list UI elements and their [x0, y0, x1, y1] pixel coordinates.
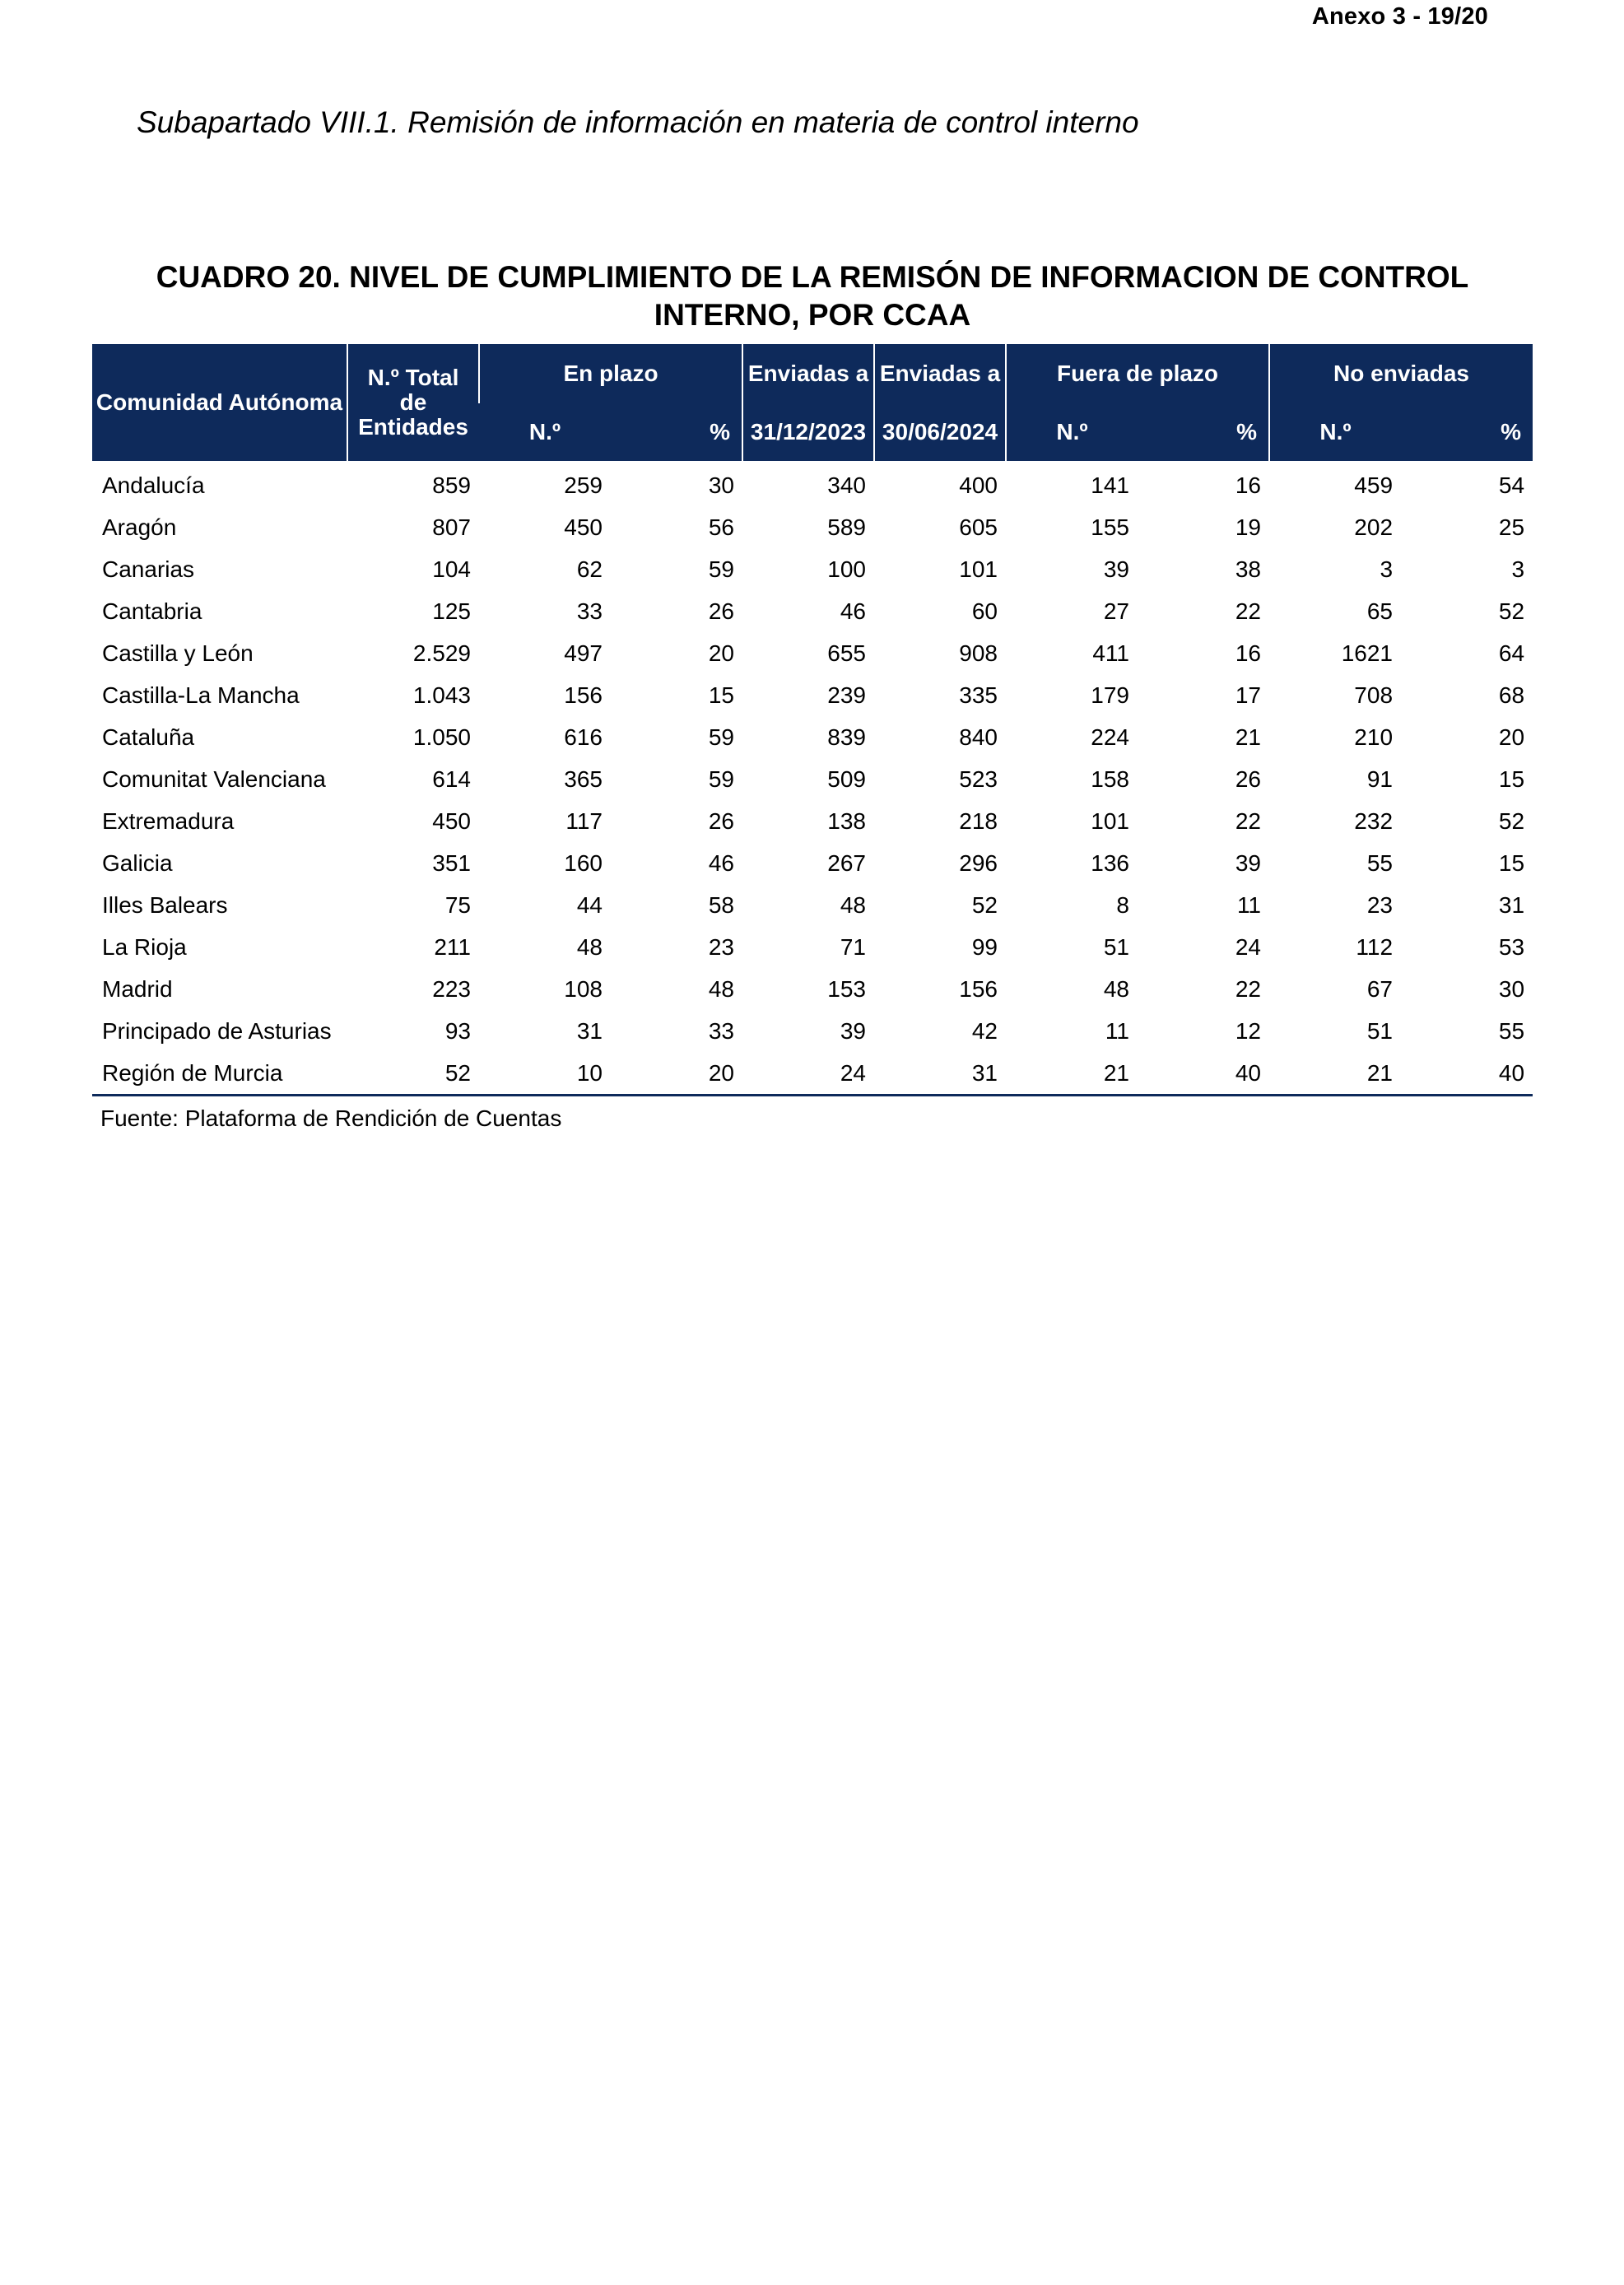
cell-en-plazo-num: 259: [564, 472, 603, 498]
cell-no-enviadas-num: 21: [1269, 1052, 1401, 1096]
cell-total: 807: [432, 514, 471, 540]
cell-enviadas-2023: 839: [827, 724, 866, 750]
cell-fuera-num: 39: [1103, 556, 1129, 582]
cell-enviadas-2023: 267: [827, 849, 866, 876]
cell-no-enviadas-pct: 52: [1498, 807, 1525, 834]
cell-comunidad: Extremadura: [102, 807, 235, 834]
cell-no-enviadas-pct: 31: [1498, 891, 1525, 918]
table-row: [92, 716, 1533, 758]
cell-comunidad: Andalucía: [102, 472, 205, 498]
table-row: [92, 926, 1533, 968]
cell-no-enviadas-pct: 15: [1498, 849, 1525, 876]
cell-fuera-pct: 17: [1235, 682, 1262, 708]
cell-total: 2.529: [412, 640, 471, 666]
cell-enviadas-2023: 138: [827, 807, 866, 834]
cell-en-plazo-num: 44: [576, 891, 603, 918]
cell-comunidad: Illes Balears: [102, 891, 228, 918]
cell-enviadas-2023: 509: [827, 766, 866, 792]
cell-en-plazo-num: 33: [576, 598, 603, 624]
cell-no-enviadas-pct: 55: [1498, 1017, 1525, 1044]
cell-fuera-pct: 24: [1235, 933, 1262, 960]
cell-enviadas-2024: 52: [971, 891, 998, 918]
cell-no-enviadas-pct: 20: [1498, 724, 1525, 750]
cell-fuera-num: 21: [1006, 1052, 1138, 1096]
cell-enviadas-2024: 335: [959, 682, 998, 708]
cell-no-enviadas-num: 202: [1354, 514, 1394, 540]
cell-en-plazo-num: 156: [564, 682, 603, 708]
cell-en-plazo-num: 117: [565, 807, 603, 834]
cell-fuera-pct: 16: [1235, 472, 1262, 498]
cell-en-plazo-pct: 26: [708, 807, 734, 834]
cell-no-enviadas-pct: 68: [1498, 682, 1525, 708]
cell-fuera-pct: 40: [1138, 1052, 1269, 1096]
cell-en-plazo-pct: 59: [708, 724, 734, 750]
cell-enviadas-2024: 523: [959, 766, 998, 792]
cell-no-enviadas-num: 708: [1354, 682, 1394, 708]
cell-fuera-num: 179: [1091, 682, 1129, 708]
header-enviadas-a-1: Enviadas a: [742, 344, 874, 403]
cell-fuera-pct: 22: [1235, 975, 1262, 1002]
cell-fuera-pct: 12: [1235, 1017, 1262, 1044]
cell-comunidad: Canarias: [102, 556, 195, 582]
header-total-entidades: [347, 344, 479, 461]
cell-total: 614: [432, 766, 471, 792]
cell-no-enviadas-pct: 64: [1498, 640, 1525, 666]
cell-no-enviadas-pct: 30: [1498, 975, 1525, 1002]
cell-fuera-pct: 11: [1236, 891, 1262, 918]
cell-comunidad: Castilla-La Mancha: [102, 682, 300, 708]
page-reference: Anexo 3 - 19/20: [1311, 3, 1488, 30]
cell-no-enviadas-num: 459: [1354, 472, 1394, 498]
header-no-enviadas-num: N.º: [1269, 403, 1401, 461]
cell-enviadas-2023: 100: [827, 556, 866, 582]
cell-enviadas-2024: 605: [959, 514, 998, 540]
cell-comunidad: Galicia: [102, 849, 173, 876]
table-row: [92, 632, 1533, 674]
cell-enviadas-2024: 908: [959, 640, 998, 666]
cell-no-enviadas-pct: 54: [1498, 472, 1525, 498]
header-fuera-pct: %: [1138, 403, 1269, 461]
cell-comunidad: La Rioja: [102, 933, 187, 960]
cell-fuera-num: 11: [1105, 1017, 1129, 1044]
cell-enviadas-2024: 296: [959, 849, 998, 876]
table-row: [92, 590, 1533, 632]
cell-comunidad: Aragón: [102, 514, 177, 540]
cell-comunidad: Región de Murcia: [92, 1052, 347, 1096]
header-comunidad: Comunidad Autónoma: [92, 344, 347, 461]
cell-comunidad: Comunitat Valenciana: [102, 766, 326, 792]
cell-fuera-pct: 22: [1235, 807, 1262, 834]
cell-enviadas-2024: 101: [959, 556, 998, 582]
table-row: [92, 884, 1533, 926]
cell-enviadas-2024: 840: [959, 724, 998, 750]
cell-en-plazo-num: 616: [564, 724, 603, 750]
cell-fuera-pct: 19: [1235, 514, 1262, 540]
cell-no-enviadas-num: 112: [1356, 933, 1394, 960]
cell-enviadas-2024: 31: [874, 1052, 1006, 1096]
cell-comunidad: Principado de Asturias: [102, 1017, 332, 1044]
header-total-line-3: Entidades: [358, 414, 468, 440]
cell-en-plazo-num: 497: [564, 640, 603, 666]
cell-en-plazo-num: 31: [576, 1017, 603, 1044]
cell-no-enviadas-num: 23: [1366, 891, 1394, 918]
cell-en-plazo-num: 10: [479, 1052, 611, 1096]
cell-en-plazo-num: 160: [564, 849, 603, 876]
cell-no-enviadas-pct: 25: [1498, 514, 1525, 540]
cell-enviadas-2023: 71: [840, 933, 866, 960]
cell-en-plazo-pct: 33: [708, 1017, 734, 1044]
cell-total: 211: [434, 933, 471, 960]
header-total-line-1: N.º Total: [367, 365, 459, 390]
header-en-plazo: En plazo: [479, 344, 742, 403]
table-row: [92, 506, 1533, 548]
cell-enviadas-2023: 655: [827, 640, 866, 666]
cell-en-plazo-pct: 15: [708, 682, 734, 708]
cell-no-enviadas-num: 51: [1366, 1017, 1394, 1044]
cell-enviadas-2023: 153: [827, 975, 866, 1002]
cell-total: 351: [432, 849, 471, 876]
cell-en-plazo-pct: 23: [708, 933, 734, 960]
cell-en-plazo-pct: 46: [708, 849, 734, 876]
cell-fuera-num: 411: [1092, 640, 1129, 666]
cell-en-plazo-pct: 20: [708, 640, 734, 666]
cell-fuera-num: 101: [1091, 807, 1129, 834]
cell-fuera-pct: 38: [1235, 556, 1262, 582]
table-row: [92, 461, 1533, 506]
cell-comunidad: Cataluña: [102, 724, 195, 750]
cell-en-plazo-pct: 56: [708, 514, 734, 540]
cell-en-plazo-pct: 48: [708, 975, 734, 1002]
table-row: [92, 968, 1533, 1010]
cell-en-plazo-pct: 30: [708, 472, 734, 498]
table-row: [92, 1010, 1533, 1052]
cell-comunidad: Castilla y León: [102, 640, 254, 666]
cell-enviadas-2024: 42: [971, 1017, 998, 1044]
cell-enviadas-2023: 239: [827, 682, 866, 708]
cell-enviadas-2024: 218: [959, 807, 998, 834]
cell-total: 93: [444, 1017, 471, 1044]
cell-no-enviadas-num: 67: [1366, 975, 1394, 1002]
cell-fuera-num: 48: [1103, 975, 1129, 1002]
cell-no-enviadas-num: 1621: [1341, 640, 1394, 666]
table-row: [92, 842, 1533, 884]
table-title-line-1: CUADRO 20. NIVEL DE CUMPLIMIENTO DE LA REMISÓN DE INFORMACION DE CONTROL: [156, 260, 1469, 294]
cell-en-plazo-num: 48: [576, 933, 603, 960]
cell-total: 1.050: [412, 724, 471, 750]
cell-en-plazo-pct: 59: [708, 556, 734, 582]
cell-enviadas-2024: 156: [959, 975, 998, 1002]
cell-comunidad: Madrid: [102, 975, 173, 1002]
cell-fuera-num: 224: [1091, 724, 1129, 750]
cell-enviadas-2024: 99: [971, 933, 998, 960]
header-fecha-2023: 31/12/2023: [742, 403, 874, 461]
cell-en-plazo-pct: 26: [708, 598, 734, 624]
cell-enviadas-2024: 60: [971, 598, 998, 624]
header-enviadas-a-2: Enviadas a: [874, 344, 1006, 403]
cell-fuera-num: 8: [1116, 891, 1129, 918]
cell-total: 104: [432, 556, 471, 582]
cell-fuera-pct: 39: [1235, 849, 1262, 876]
cell-no-enviadas-num: 91: [1366, 766, 1394, 792]
table-title: [92, 258, 1533, 334]
cell-en-plazo-num: 450: [564, 514, 603, 540]
cell-en-plazo-num: 62: [576, 556, 603, 582]
cell-enviadas-2023: 39: [840, 1017, 866, 1044]
cell-no-enviadas-num: 210: [1354, 724, 1394, 750]
table-row: [92, 548, 1533, 590]
cell-no-enviadas-num: 232: [1354, 807, 1394, 834]
cell-total: 1.043: [412, 682, 471, 708]
header-no-enviadas: No enviadas: [1269, 344, 1533, 403]
subsection-title: Subapartado VIII.1. Remisión de información en materia de control interno: [137, 105, 1139, 139]
cell-fuera-pct: 26: [1235, 766, 1262, 792]
header-fuera-de-plazo: Fuera de plazo: [1006, 344, 1269, 403]
cell-no-enviadas-pct: 40: [1401, 1052, 1533, 1096]
table-row: [92, 800, 1533, 842]
cell-fuera-pct: 21: [1235, 724, 1262, 750]
cell-enviadas-2023: 589: [827, 514, 866, 540]
cell-no-enviadas-pct: 52: [1498, 598, 1525, 624]
cell-fuera-pct: 22: [1235, 598, 1262, 624]
cell-fuera-pct: 16: [1235, 640, 1262, 666]
cell-total: 75: [444, 891, 471, 918]
cell-comunidad: Cantabria: [102, 598, 202, 624]
header-en-plazo-num: N.º: [479, 403, 611, 461]
table-row: [92, 758, 1533, 800]
cell-enviadas-2023: 46: [840, 598, 866, 624]
cell-no-enviadas-pct: 53: [1498, 933, 1525, 960]
cell-no-enviadas-pct: 15: [1498, 766, 1525, 792]
cell-en-plazo-num: 365: [564, 766, 603, 792]
cell-en-plazo-pct: 20: [611, 1052, 742, 1096]
cell-fuera-num: 155: [1091, 514, 1129, 540]
header-fecha-2024: 30/06/2024: [874, 403, 1006, 461]
cell-fuera-num: 158: [1091, 766, 1129, 792]
cell-enviadas-2023: 340: [827, 472, 866, 498]
cell-total: 125: [432, 598, 471, 624]
cell-enviadas-2023: 24: [742, 1052, 874, 1096]
cell-fuera-num: 136: [1091, 849, 1129, 876]
cell-fuera-num: 141: [1091, 472, 1129, 498]
cell-fuera-num: 27: [1103, 598, 1129, 624]
cell-no-enviadas-pct: 3: [1511, 556, 1525, 582]
header-fuera-num: N.º: [1006, 403, 1138, 461]
table-source-note: Fuente: Plataforma de Rendición de Cuentas: [100, 1105, 562, 1131]
table-title-line-2: INTERNO, POR CCAA: [654, 298, 971, 332]
header-no-enviadas-pct: %: [1401, 403, 1533, 461]
cell-total: 52: [347, 1052, 479, 1096]
cell-no-enviadas-num: 55: [1366, 849, 1394, 876]
cell-total: 450: [432, 807, 471, 834]
cell-no-enviadas-num: 65: [1366, 598, 1394, 624]
cell-en-plazo-num: 108: [564, 975, 603, 1002]
compliance-table: [92, 344, 1533, 1096]
cell-fuera-num: 51: [1103, 933, 1129, 960]
cell-en-plazo-pct: 58: [708, 891, 734, 918]
cell-enviadas-2023: 48: [840, 891, 866, 918]
cell-en-plazo-pct: 59: [708, 766, 734, 792]
table-row: [92, 674, 1533, 716]
cell-enviadas-2024: 400: [959, 472, 998, 498]
cell-total: 859: [432, 472, 471, 498]
header-total-line-2: de: [399, 389, 427, 415]
table-row: [92, 1052, 1533, 1096]
cell-total: 223: [432, 975, 471, 1002]
cell-no-enviadas-num: 3: [1380, 556, 1394, 582]
header-en-plazo-pct: %: [611, 403, 742, 461]
